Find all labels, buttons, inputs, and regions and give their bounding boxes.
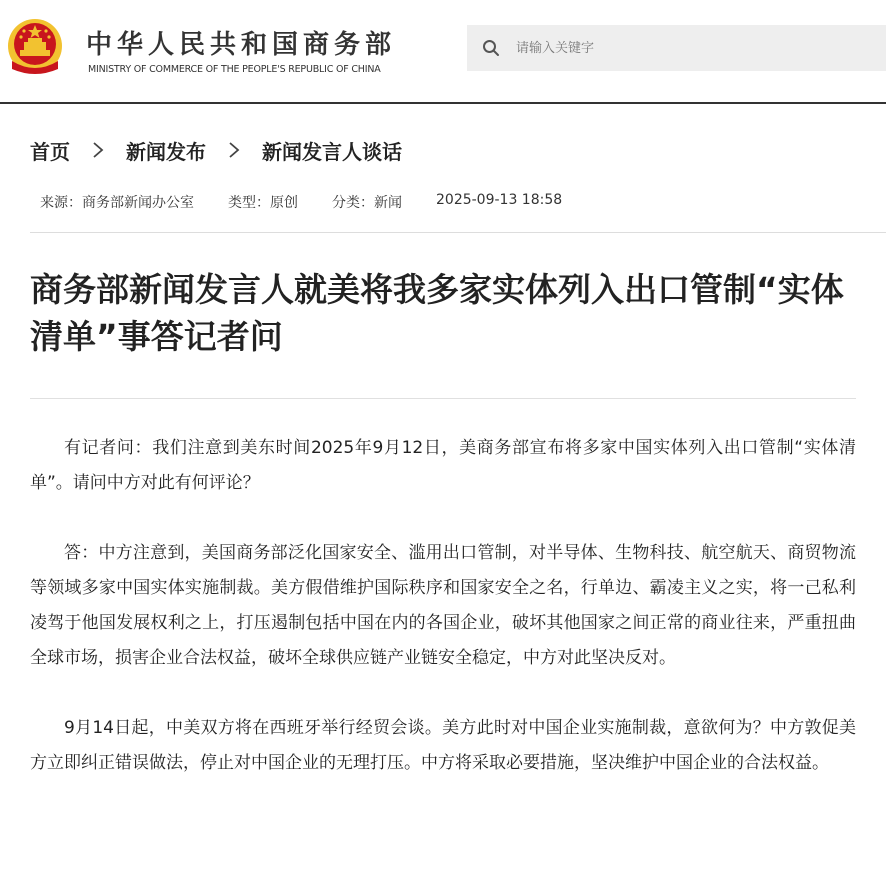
meta-category: 分类：新闻 bbox=[332, 195, 402, 211]
site-header bbox=[0, 0, 886, 104]
breadcrumb-news-release[interactable]: 新闻发布 bbox=[126, 139, 206, 164]
chevron-right-icon bbox=[78, 140, 118, 160]
article-meta bbox=[40, 192, 596, 212]
meta-type: 类型：原创 bbox=[228, 195, 298, 211]
national-emblem-icon[interactable] bbox=[6, 17, 64, 79]
article-paragraph: 9月14日起，中美双方将在西班牙举行经贸会谈。美方此时对中国企业实施制裁，意欲何为？中方敦促美方立即纠正错误做法，停止对中国企业的无理打压。中方将采取必要措施，坚决维护中国企业的合法权益。 bbox=[30, 718, 856, 773]
breadcrumb bbox=[30, 136, 402, 164]
site-name-cn[interactable]: 中华人民共和国商务部 bbox=[86, 30, 397, 60]
article-paragraph: 有记者问：我们注意到美东时间2025年9月12日，美商务部宣布将多家中国实体列入出口管制“实体清单”。请问中方对此有何评论？ bbox=[30, 438, 856, 493]
title-divider bbox=[30, 398, 856, 399]
meta-source: 来源：商务部新闻办公室 bbox=[40, 195, 194, 211]
search-input[interactable] bbox=[508, 25, 878, 71]
article-body bbox=[30, 431, 856, 816]
breadcrumb-spokesperson[interactable]: 新闻发言人谈话 bbox=[262, 139, 402, 164]
meta-datetime: 2025-09-13 18:58 bbox=[436, 192, 563, 208]
article-paragraph: 答：中方注意到，美国商务部泛化国家安全、滥用出口管制，对半导体、生物科技、航空航天、商贸物流等领域多家中国实体实施制裁。美方假借维护国际秩序和国家安全之名，行单边、霸凌主义之实，将一己私利凌驾于他国发展权利之上，打压遏制包括中国在内的各国企业，破坏其他国家之间正常的商业往来，严重扭曲全球市场，损害企业合法权益，破坏全球供应链产业链安全稳定，中方对此坚决反对。 bbox=[30, 543, 856, 668]
breadcrumb-home[interactable]: 首页 bbox=[30, 139, 70, 164]
search-icon[interactable] bbox=[482, 39, 500, 57]
article-title: 商务部新闻发言人就美将我多家实体列入出口管制“实体清单”事答记者问 bbox=[30, 270, 844, 356]
meta-divider bbox=[30, 232, 886, 233]
site-name-en: MINISTRY OF COMMERCE OF THE PEOPLE'S REPUBLIC OF CHINA bbox=[88, 64, 381, 75]
chevron-right-icon bbox=[214, 140, 254, 160]
